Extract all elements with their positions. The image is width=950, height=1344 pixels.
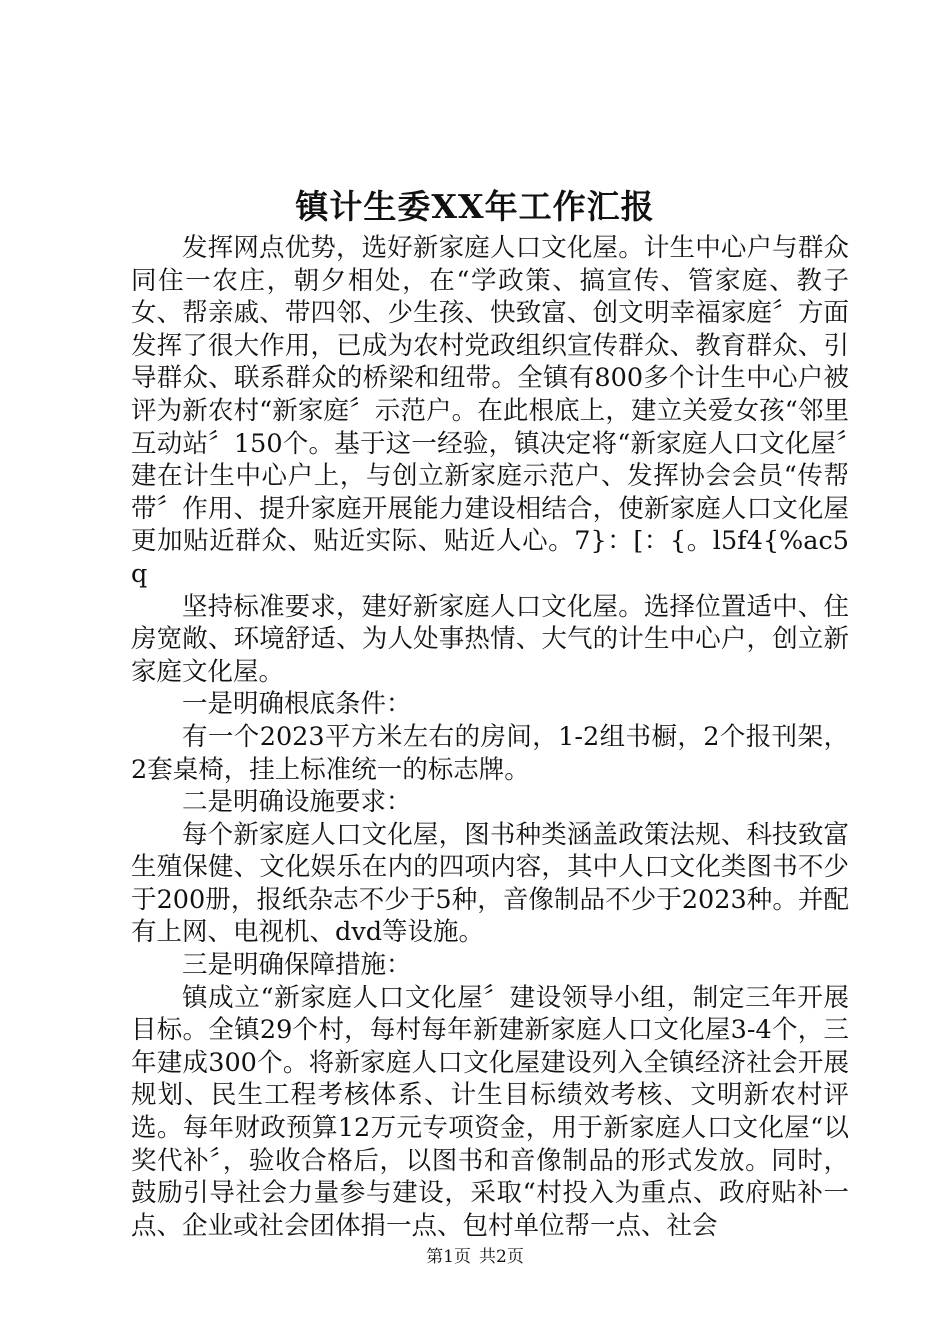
page-total: 共2页	[479, 1247, 524, 1267]
paragraph: 三是明确保障措施：	[182, 950, 412, 981]
paragraph: 一是明确根底条件：	[182, 689, 412, 720]
page-number: 第1页	[426, 1247, 471, 1267]
paragraph: 有一个2023平方米左右的房间，1-2组书橱，2个报刊架，2套桌椅，挂上标准统一的标志牌。	[131, 721, 849, 785]
paragraph: 每个新家庭人口文化屋，图书种类涵盖政策法规、科技致富生殖保健、文化娱乐在内的四项内容，其中人口文化类图书不少于200册，报纸杂志不少于5种，音像制品不少于2023种。并配有上网、电视机、dvd等设施。	[131, 819, 849, 948]
paragraph: 二是明确设施要求：	[182, 787, 412, 818]
document-body	[131, 232, 849, 1242]
paragraph: 坚持标准要求，建好新家庭人口文化屋。选择位置适中、住房宽敞、环境舒适、为人处事热情、大气的计生中心户，创立新家庭文化屋。	[131, 591, 849, 687]
paragraph: 发挥网点优势，选好新家庭人口文化屋。计生中心户与群众同住一农庄，朝夕相处，在“学政策、搞宣传、管家庭、教子女、帮亲戚、带四邻、少生孩、快致富、创文明幸福家庭〞方面发挥了很大作用，已成为农村党政组织宣传群众、教育群众、引导群众、联系群众的桥梁和纽带。全镇有800多个计生中心户被评为新农村“新家庭〞示范户。在此根底上，建立关爱女孩“邻里互动站〞150个。基于这一经验，镇决定将“新家庭人口文化屋〞建在计生中心户上，与创立新家庭示范户、发挥协会会员“传帮带〞作用、提升家庭开展能力建设相结合，使新家庭人口文化屋更加贴近群众、贴近实际、贴近人心。7}：[：{。l5f4{%ac5q	[131, 233, 849, 589]
page-title: 镇计生委XX年工作汇报	[295, 187, 655, 226]
page-footer	[0, 1245, 950, 1269]
paragraph: 镇成立“新家庭人口文化屋〞建设领导小组，制定三年开展目标。全镇29个村，每村每年新建新家庭人口文化屋3-4个，三年建成300个。将新家庭人口文化屋建设列入全镇经济社会开展规划、民生工程考核体系、计生目标绩效考核、文明新农村评选。每年财政预算12万元专项资金，用于新家庭人口文化屋“以奖代补〞，验收合格后，以图书和音像制品的形式发放。同时，鼓励引导社会力量参与建设，采取“村投入为重点、政府贴补一点、企业或社会团体捐一点、包村单位帮一点、社会	[131, 982, 849, 1241]
